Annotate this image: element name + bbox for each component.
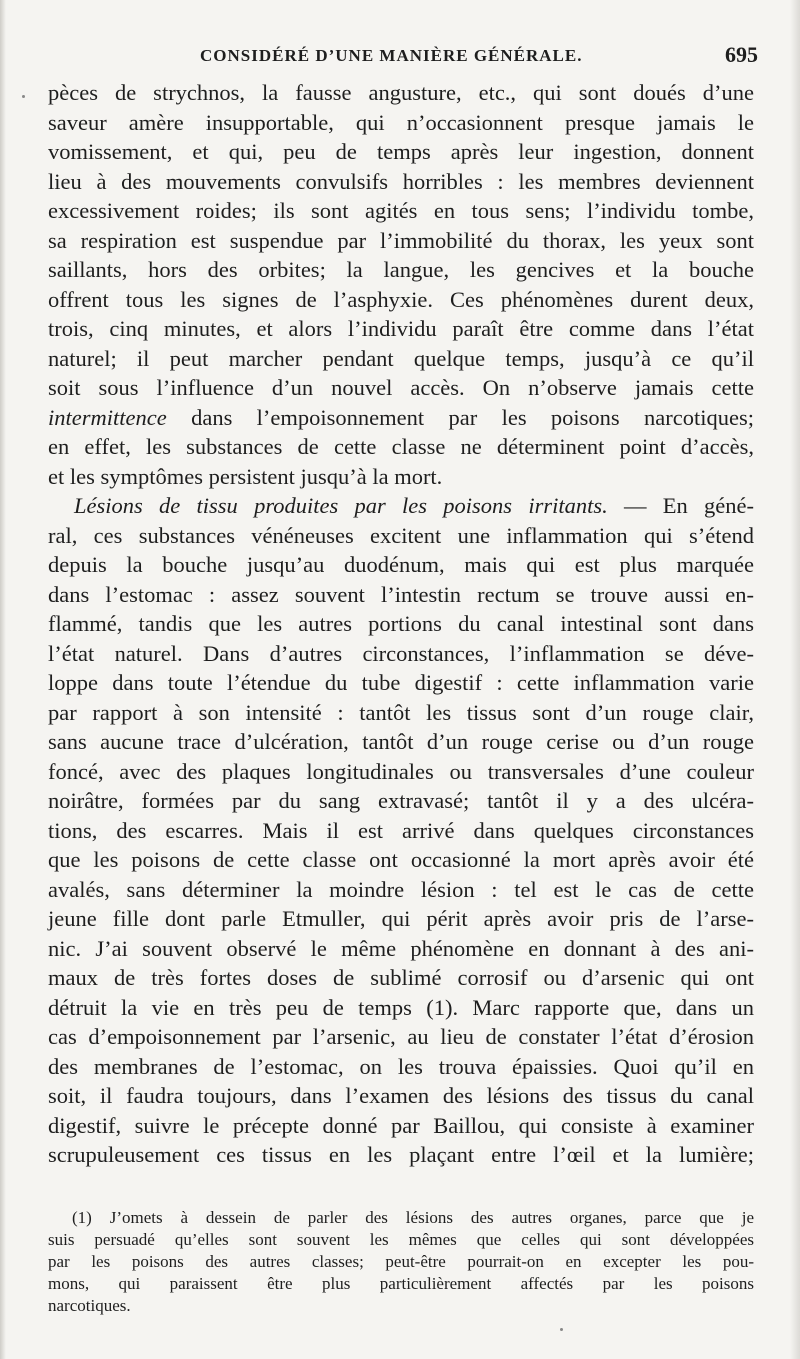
print-speck — [22, 95, 25, 98]
text-line: digestif, suivre le précepte donné par Baillou, qui consiste à examiner — [48, 1112, 754, 1138]
text-line: trois, cinq minutes, et alors l’individu paraît être comme dans l’état — [48, 316, 754, 341]
text-line: pèces de strychnos, la fausse angusture, etc., qui sont doués d’une — [48, 80, 754, 105]
footnote-line: (1) J’omets à dessein de parler des lésions des autres organes, parce que je — [72, 1208, 754, 1227]
text-line: vomissement, et qui, peu de temps après leur ingestion, donnent — [48, 139, 754, 164]
text-line: excessivement roides; ils sont agités en tous sens; l’individu tombe, — [48, 198, 754, 223]
section-heading-line — [48, 491, 754, 521]
text-line: soit, il faudra toujours, dans l’examen des lésions des tissus du canal — [48, 1083, 754, 1108]
text-line: des membranes de l’estomac, on les trouva épaissies. Quoi qu’il en — [48, 1053, 754, 1079]
text-line: offrent tous les signes de l’asphyxie. Ces phénomènes durent deux, — [48, 286, 754, 312]
text-line: lieu à des mouvements convulsifs horribles : les membres deviennent — [48, 168, 754, 194]
italic-term: intermittence — [48, 404, 167, 430]
text-line: naturel; il peut marcher pendant quelque temps, jusqu’à ce qu’il — [48, 345, 754, 371]
text-fragment: — En géné- — [624, 493, 755, 518]
text-line: noirâtre, formées par du sang extravasé; tantôt il y a des ulcéra- — [48, 788, 754, 813]
text-line: sans aucune trace d’ulcération, tantôt d’un rouge cerise ou d’un rouge — [48, 729, 754, 754]
text-line: saveur amère insupportable, qui n’occasionnent presque jamais le — [48, 109, 754, 135]
text-line: par rapport à son intensité : tantôt les tissus sont d’un rouge clair, — [48, 699, 754, 725]
text-line: dans l’estomac : assez souvent l’intestin rectum se trouve aussi en- — [48, 581, 754, 607]
text-line: ral, ces substances vénéneuses excitent une inflammation qui s’étend — [48, 522, 754, 548]
page-edge-shadow — [790, 0, 800, 1359]
section-heading: Lésions de tissu produites par les poisons irritants. — [74, 493, 608, 518]
text-line: l’état naturel. Dans d’autres circonstances, l’inflammation se déve- — [48, 640, 754, 666]
footnote — [48, 1207, 754, 1317]
running-title: CONSIDÉRÉ D’UNE MANIÈRE GÉNÉRALE. — [200, 46, 583, 65]
text-line: détruit la vie en très peu de temps (1). Marc rapporte que, dans un — [48, 994, 754, 1020]
text-line: jeune fille dont parle Etmuller, qui périt après avoir pris de l’arse- — [48, 906, 754, 931]
footnote-line: suis persuadé qu’elles sont souvent les mêmes que celles qui sont développées — [48, 1230, 754, 1249]
footnote-line: par les poisons des autres classes; peut-être pourrait-on en excepter les pou- — [48, 1252, 754, 1271]
text-line: tions, des escarres. Mais il est arrivé dans quelques circonstances — [48, 817, 754, 843]
text-line: loppe dans toute l’étendue du tube digestif : cette inflammation varie — [48, 670, 754, 695]
page-number: 695 — [725, 42, 758, 67]
footnote-line: mons, qui paraissent être plus particulièrement affectés par les poisons — [48, 1274, 754, 1293]
paragraph-end-line: et les symptômes persistent jusqu’à la mort. — [48, 463, 443, 489]
text-line: maux de très fortes doses de sublimé corrosif ou d’arsenic qui ont — [48, 965, 754, 990]
text-line: depuis la bouche jusqu’au duodénum, mais qui est plus marquée — [48, 552, 754, 577]
text-line: foncé, avec des plaques longitudinales ou transversales d’une couleur — [48, 758, 754, 784]
text-line: en effet, les substances de cette classe ne déterminent point d’accès, — [48, 434, 754, 459]
page-gutter-shadow — [0, 0, 6, 1359]
running-header — [48, 42, 758, 74]
text-line: que les poisons de cette classe ont occasionné la mort après avoir été — [48, 847, 754, 872]
print-speck — [560, 1328, 563, 1331]
text-fragment: dans l’empoisonnement par les poisons narcotiques; — [191, 404, 755, 430]
text-line: soit sous l’influence d’un nouvel accès. On n’observe jamais cette — [48, 375, 754, 400]
text-line: sa respiration est suspendue par l’immobilité du thorax, les yeux sont — [48, 227, 754, 253]
main-text — [48, 78, 754, 1170]
text-line: cas d’empoisonnement par l’arsenic, au lieu de constater l’état d’érosion — [48, 1024, 754, 1049]
text-line: avalés, sans déterminer la moindre lésion : tel est le cas de cette — [48, 876, 754, 902]
footnote-line: narcotiques. — [48, 1296, 131, 1315]
text-line: scrupuleusement ces tissus en les plaçant entre l’œil et la lumière; — [48, 1142, 754, 1167]
text-line: nic. J’ai souvent observé le même phénomène en donnant à des ani- — [48, 935, 754, 961]
text-line-with-italic — [48, 403, 754, 433]
text-line: saillants, hors des orbites; la langue, les gencives et la bouche — [48, 257, 754, 282]
text-line: flammé, tandis que les autres portions du canal intestinal sont dans — [48, 611, 754, 636]
